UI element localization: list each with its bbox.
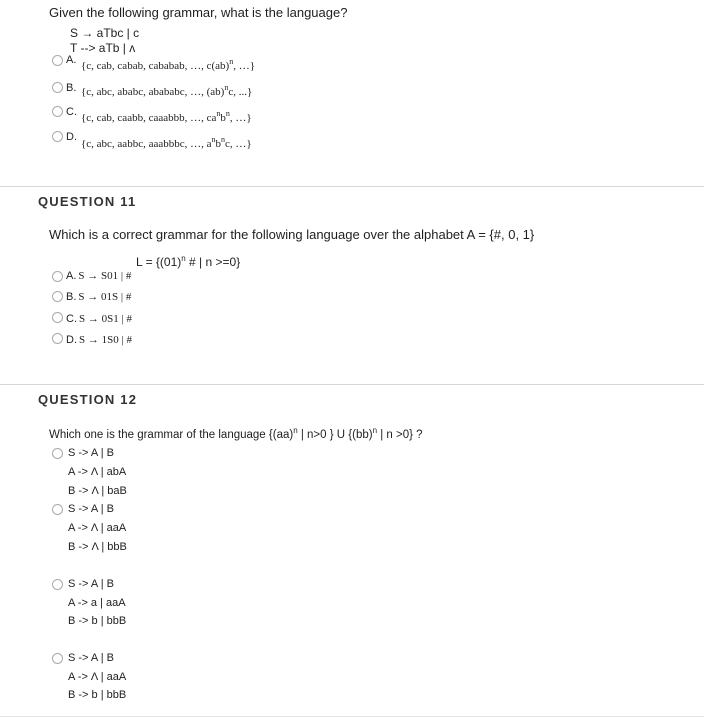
q12-option-3-radio[interactable] <box>52 579 63 590</box>
q11-option-d-label: D. S → 1S0 | # <box>66 334 132 346</box>
q10-option-a-letter: A. <box>66 54 77 66</box>
q12-option-4-radio[interactable] <box>52 653 63 664</box>
q11-prompt: Which is a correct grammar for the following language over the alphabet A = {#, 0, 1} <box>49 227 535 242</box>
q12-option-1-line1: S -> A | B <box>68 447 114 459</box>
q10-option-a-text: {c, cab, cabab, cababab, …, c(ab)$^n$, …} <box>81 57 255 72</box>
q12-prompt: Which one is the grammar of the language {(aa)$^n$ | n>0 } U {(bb)$^n$ | n >0} ? <box>49 426 423 441</box>
q10-option-c-radio[interactable] <box>52 106 63 117</box>
question-11-header: QUESTION 11 <box>38 194 137 209</box>
q10-option-b-text: {c, abc, ababc, abababc, …, (ab)$^n$c, ...} <box>81 83 253 98</box>
q12-option-1-line3: B -> Λ | baB <box>68 485 127 497</box>
q11-option-a-label: A. S → S01 | # <box>66 270 132 282</box>
q11-language: $L = \{(01)^n$ # | n >=0} <box>136 254 241 269</box>
q11-option-b-label: B. S → 01S | # <box>66 291 132 303</box>
divider <box>0 716 704 717</box>
q10-option-b-radio[interactable] <box>52 82 63 93</box>
q10-option-d-text: {c, abc, aabbc, aaabbbc, …, $a^nb^nc$, …} <box>81 135 252 150</box>
q10-option-d-radio[interactable] <box>52 131 63 142</box>
q12-option-2-line3: B -> Λ | bbB <box>68 541 127 553</box>
q10-option-c-letter: C. <box>66 106 77 118</box>
q12-option-3-line2: A -> a | aaA <box>68 597 126 609</box>
q11-option-c-label: C. S → 0S1 | # <box>66 313 132 325</box>
q12-option-3-line3: B -> b | bbB <box>68 615 127 627</box>
q10-rule-t: T --> aTb | ʌ <box>70 41 136 55</box>
q10-prompt: Given the following grammar, what is the language? <box>49 5 348 20</box>
q12-option-1-radio[interactable] <box>52 448 63 459</box>
q12-option-3-line1: S -> A | B <box>68 578 114 590</box>
q10-option-a-radio[interactable] <box>52 55 63 66</box>
q12-option-2-line1: S -> A | B <box>68 503 114 515</box>
divider <box>0 384 704 385</box>
q11-option-d-radio[interactable] <box>52 333 63 344</box>
q12-option-4-line1: S -> A | B <box>68 652 114 664</box>
q12-option-1-line2: A -> Λ | abA <box>68 466 127 478</box>
q11-option-a-radio[interactable] <box>52 271 63 282</box>
q12-option-2-radio[interactable] <box>52 504 63 515</box>
q10-option-d-letter: D. <box>66 131 77 143</box>
q12-option-4-line3: B -> b | bbB <box>68 689 127 701</box>
question-12-header: QUESTION 12 <box>38 392 138 407</box>
q11-option-b-radio[interactable] <box>52 291 63 302</box>
q12-option-4-line2: A -> Λ | aaA <box>68 671 127 683</box>
q10-option-c-text: {c, cab, caabb, caaabbb, …, $ca^nb^n$, …} <box>81 109 252 124</box>
q10-option-b-letter: B. <box>66 82 77 94</box>
q12-option-2-line2: A -> Λ | aaA <box>68 522 127 534</box>
divider <box>0 186 704 187</box>
q10-rule-s: S → aTbc | c <box>70 26 140 40</box>
q11-option-c-radio[interactable] <box>52 312 63 323</box>
